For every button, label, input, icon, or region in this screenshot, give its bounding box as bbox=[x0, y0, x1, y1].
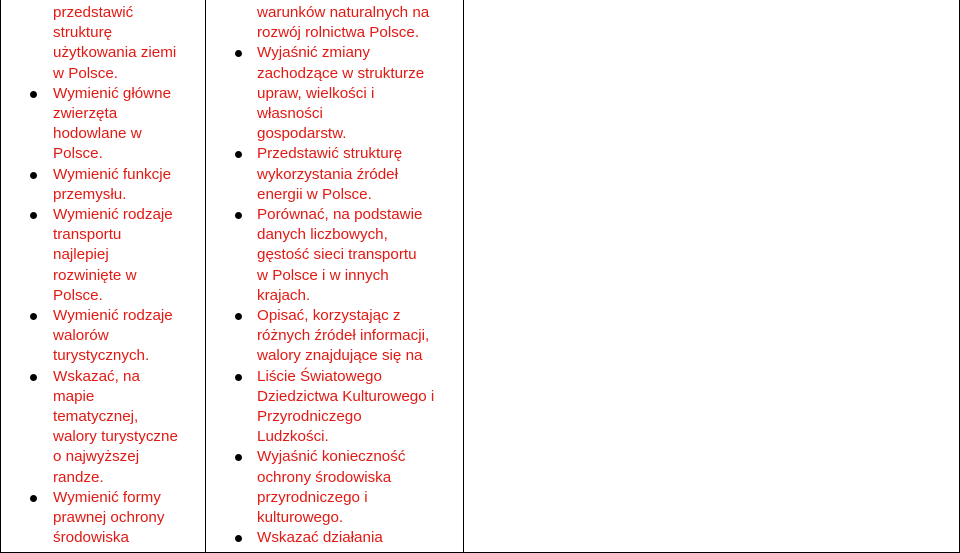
list-item-text: warunków naturalnych na bbox=[257, 4, 430, 21]
list-item-text: Porównać, na podstawie bbox=[257, 206, 423, 224]
list-item-text: Wymienić rodzaje bbox=[53, 206, 173, 224]
list-item-text: rozwinięte w bbox=[53, 266, 137, 284]
list-item-text: własności bbox=[257, 105, 323, 123]
list-item-text: Dziedzictwa Kulturowego i bbox=[257, 387, 435, 405]
list-item-text: Wymienić główne bbox=[53, 84, 172, 102]
table-border-left bbox=[0, 0, 1, 553]
list-item-text: środowiska bbox=[53, 529, 129, 547]
list-item-text: mapie bbox=[53, 387, 95, 405]
list-item-text: użytkowania ziemi bbox=[53, 44, 177, 62]
list-item-text: walory turystyczne bbox=[53, 428, 178, 446]
list-item-text: Wymienić funkcje bbox=[53, 165, 172, 183]
list-item-text: Wskazać działania bbox=[257, 529, 383, 547]
bullet-icon bbox=[235, 535, 242, 542]
list-item-text: danych liczbowych, bbox=[257, 226, 388, 244]
list-item-text: wykorzystania źródeł bbox=[257, 165, 398, 183]
bullet-icon bbox=[30, 495, 37, 502]
list-item-text: kulturowego. bbox=[257, 509, 344, 527]
bullet-icon bbox=[235, 212, 242, 219]
list-item-text: transportu bbox=[53, 226, 122, 244]
list-item-text: przedstawić bbox=[53, 4, 134, 21]
bullet-icon bbox=[30, 313, 37, 320]
list-item bbox=[257, 3, 434, 43]
list-item bbox=[257, 43, 434, 144]
list-item-text: Wyjaśnić zmiany bbox=[257, 44, 370, 62]
list-item bbox=[53, 488, 178, 549]
list-item bbox=[257, 306, 434, 367]
list-item-text: gęstość sieci transportu bbox=[257, 246, 417, 264]
bullet-icon bbox=[235, 151, 242, 158]
bullet-icon bbox=[235, 50, 242, 57]
list-item-text: prawnej ochrony bbox=[53, 509, 165, 527]
list-item-text: turystycznych. bbox=[53, 347, 150, 365]
list-item-text: Liście Światowego bbox=[257, 367, 382, 385]
list-item-text: zachodzące w strukturze bbox=[257, 64, 425, 82]
list-item-text: przyrodniczego i bbox=[257, 488, 368, 506]
list-item bbox=[257, 367, 434, 448]
bullet-icon bbox=[30, 374, 37, 381]
list-item-text: tematycznej, bbox=[53, 408, 139, 426]
list-item bbox=[257, 447, 434, 528]
list-item-text: ochrony środowiska bbox=[257, 468, 392, 486]
bullet-icon bbox=[30, 212, 37, 219]
list-item-text: hodowlane w bbox=[53, 125, 142, 143]
list-item-text: energii w Polsce. bbox=[257, 185, 372, 203]
list-item bbox=[53, 367, 178, 488]
list-item-text: walory znajdujące się na bbox=[257, 347, 423, 365]
list-item-text: Wyjaśnić konieczność bbox=[257, 448, 406, 466]
bullet-icon bbox=[235, 313, 242, 320]
table-cell-requirements-extended bbox=[257, 3, 434, 548]
bullet-icon bbox=[235, 454, 242, 461]
list-item bbox=[257, 144, 434, 205]
list-item bbox=[53, 165, 178, 205]
list-item-text: Wskazać, na bbox=[53, 367, 140, 385]
list-item-text: Wymienić formy bbox=[53, 488, 161, 506]
list-item bbox=[53, 205, 178, 306]
list-item-text: Polsce. bbox=[53, 286, 103, 304]
list-item-text: najlepiej bbox=[53, 246, 109, 264]
list-item-text: w Polsce i w innych bbox=[257, 266, 389, 284]
requirements-list bbox=[53, 3, 178, 548]
list-item-text: strukturę bbox=[53, 24, 113, 42]
list-item-text: przemysłu. bbox=[53, 185, 127, 203]
list-item-text: zwierzęta bbox=[53, 105, 118, 123]
table-cell-requirements-basic bbox=[53, 3, 178, 548]
list-item-text: krajach. bbox=[257, 286, 311, 304]
list-item bbox=[257, 205, 434, 306]
list-item bbox=[53, 84, 178, 165]
list-item-text: randze. bbox=[53, 468, 104, 486]
list-item-text: gospodarstw. bbox=[257, 125, 347, 143]
table-column-divider bbox=[205, 0, 206, 553]
list-item-text: Opisać, korzystając z bbox=[257, 307, 401, 325]
list-item bbox=[53, 3, 178, 84]
requirements-list bbox=[257, 3, 434, 548]
list-item-text: różnych źródeł informacji, bbox=[257, 327, 430, 345]
list-item bbox=[257, 528, 434, 548]
list-item-text: upraw, wielkości i bbox=[257, 84, 375, 102]
list-item-text: Wymienić rodzaje bbox=[53, 307, 173, 325]
list-item-text: Ludzkości. bbox=[257, 428, 329, 446]
bullet-icon bbox=[235, 374, 242, 381]
list-item-text: Polsce. bbox=[53, 145, 103, 163]
table-column-divider bbox=[463, 0, 464, 553]
list-item-text: w Polsce. bbox=[53, 64, 118, 82]
bullet-icon bbox=[30, 91, 37, 98]
bullet-icon bbox=[30, 172, 37, 179]
list-item-text: Przedstawić strukturę bbox=[257, 145, 403, 163]
list-item-text: walorów bbox=[53, 327, 109, 345]
list-item-text: rozwój rolnictwa Polsce. bbox=[257, 24, 420, 42]
list-item-text: o najwyższej bbox=[53, 448, 140, 466]
list-item bbox=[53, 306, 178, 367]
list-item-text: Przyrodniczego bbox=[257, 408, 362, 426]
